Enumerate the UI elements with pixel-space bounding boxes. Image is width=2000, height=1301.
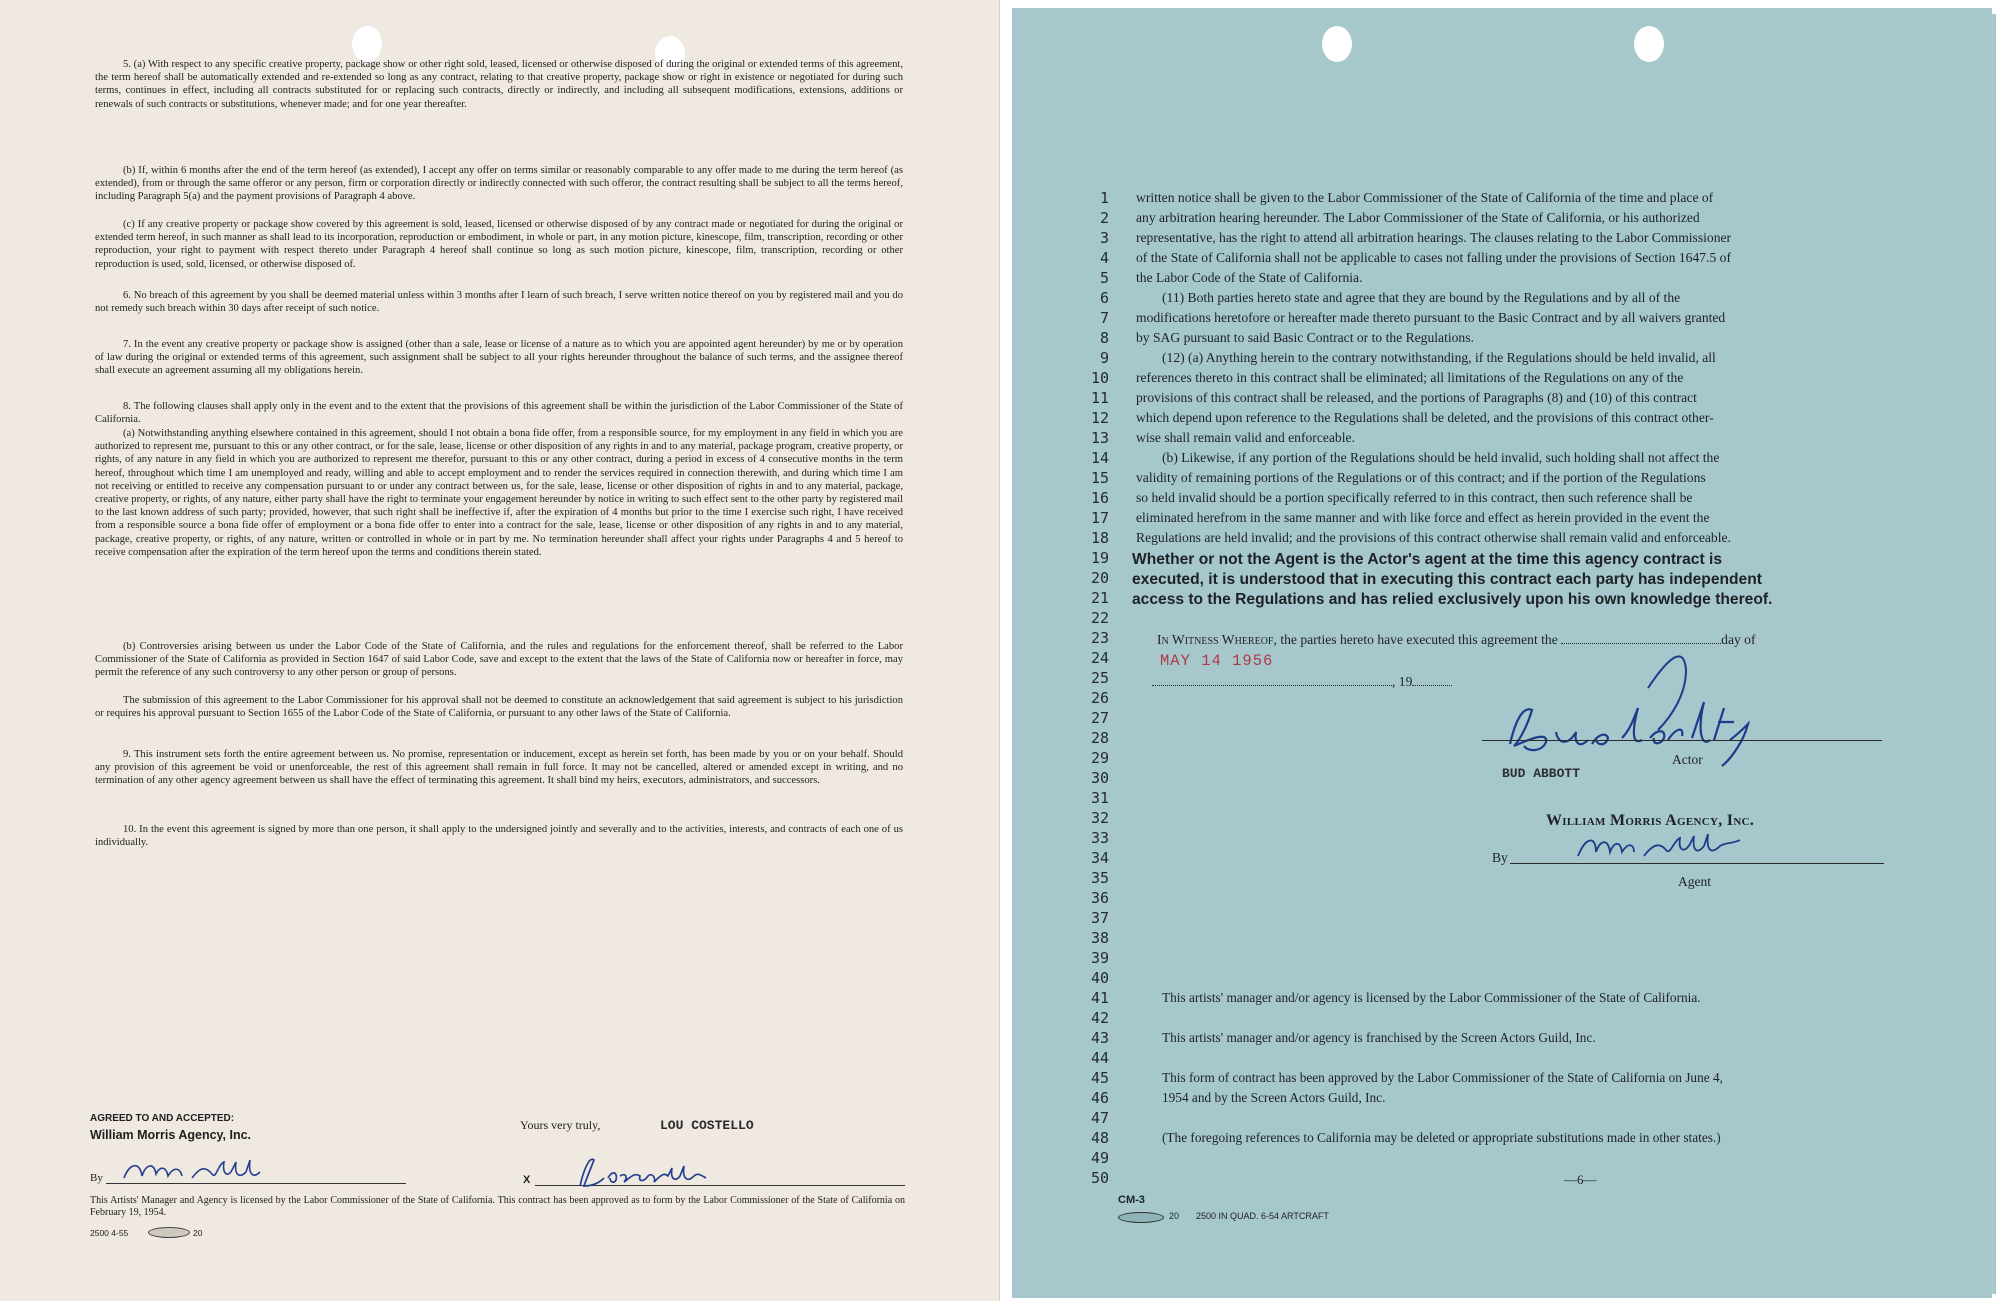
line-text: (12) (a) Anything herein to the contrary notwithstanding, if the Regulations should be held invalid, all [1162,350,1716,365]
numbered-line [1012,368,1992,388]
day-blank [1561,643,1721,644]
agent-label: Agent [1678,874,1711,889]
line-text: of the State of California shall not be applicable to cases not falling under the provisions of Section 1647.5 of [1136,250,1731,265]
line-number: 15 [1090,469,1109,487]
line-number: 41 [1090,989,1109,1007]
line-text: This artists' manager and/or agency is franchised by the Screen Actors Guild, Inc. [1162,1030,1596,1045]
union-bug-icon [148,1227,190,1238]
numbered-line [1012,1128,1992,1148]
clause-6: 6. No breach of this agreement by you shall be deemed material unless within 3 months after I learn of such breach, I serve written notice thereof on you by registered mail and you do not remedy such breach within 30 days after receipt of such notice. [95,290,903,315]
witness-line [1157,630,1756,650]
line-number: 36 [1090,889,1109,907]
numbered-line [1012,508,1992,528]
witness-text: the parties hereto have executed this agreement the [1280,632,1558,647]
line-number: 43 [1090,1029,1109,1047]
numbered-line [1012,968,1992,988]
line-text: (The foregoing references to California may be deleted or appropriate substitutions made in other states.) [1162,1130,1721,1145]
clause-5c: (c) If any creative property or package show covered by this agreement is sold, leased, licensed or otherwise disposed of by any contract made or negotiated for during the original or extended term hereof, in such manner as shall lead to its incorporation, reproduction or embodiment, in whole or part, in any motion picture, kinescope, film, transcription, recording or other reproduction, your right to payment with respect thereto under Paragraph 4 hereof shall continue so long as such motion picture, kinescope, film, transcription, recording or other reproduction is used, sold, licensed, or otherwise disposed of. [95,219,903,270]
regulations-notice-line-1: Whether or not the Agent is the Actor's agent at the time this agency contract is [1132,551,1723,568]
line-number: 31 [1090,789,1109,807]
numbered-line [1012,1068,1992,1088]
numbered-line [1012,208,1992,228]
clause-8: 8. The following clauses shall apply only in the event and to the extent that the provisions of this agreement shall be within the jurisdiction of the Labor Commissioner of the State of California. [95,401,903,426]
line-number: 48 [1090,1129,1109,1147]
line-number: 27 [1090,709,1109,727]
agency-signature [120,1154,270,1188]
line-number: 17 [1090,509,1109,527]
numbered-line [1012,608,1992,628]
actor-label: Actor [1672,752,1703,767]
punch-hole [352,26,382,62]
agency-name: William Morris Agency, Inc. [90,1128,252,1142]
line-text: (b) Likewise, if any portion of the Regulations should be held invalid, such holding shall not affect the [1162,450,1720,465]
numbered-line [1012,988,1992,1008]
year-prefix: 19 [1398,674,1413,689]
line-number: 14 [1090,449,1109,467]
clause-5b: (b) If, within 6 months after the end of the term hereof (as extended), I accept any offer on terms similar or reasonably comparable to any offer made to me during the term hereof (as extended), from or through the same offeror or any person, firm or corporation directly or indirectly connected with such offeror, the contract resulting shall be subject to all the terms hereof, including Paragraph 5(a) and the payment provisions of Paragraph 4 above. [95,165,903,203]
numbered-line [1012,1028,1992,1048]
regulations-notice-line-3: access to the Regulations and has relied exclusively upon his own knowledge thereof. [1132,591,1773,608]
line-number: 24 [1090,649,1109,667]
union-bug-icon [1118,1212,1164,1223]
numbered-line [1012,388,1992,408]
line-number: 22 [1090,609,1109,627]
received-date-stamp: MAY 14 1956 [1160,652,1274,670]
line-number: 12 [1090,409,1109,427]
agency-name-right: William Morris Agency, Inc. [1546,812,1755,829]
regulations-notice-line-2: executed, it is understood that in executing this contract each party has independent [1132,571,1762,588]
line-number: 23 [1090,629,1109,647]
line-number: 32 [1090,809,1109,827]
numbered-line [1012,908,1992,928]
numbered-line [1012,488,1992,508]
numbered-line [1012,188,1992,208]
line-number: 16 [1090,489,1109,507]
numbered-line [1012,788,1992,808]
line-number: 47 [1090,1109,1109,1127]
line-number: 6 [1099,289,1109,307]
line-text: eliminated herefrom in the same manner and with like force and effect as herein provided in the event the [1136,510,1710,525]
numbered-line [1012,428,1992,448]
left-union-code: 20 [193,1228,203,1238]
numbered-line [1012,448,1992,468]
line-number: 9 [1099,349,1109,367]
numbered-line [1012,228,1992,248]
line-number: 30 [1090,769,1109,787]
line-text: 1954 and by the Screen Actors Guild, Inc. [1162,1090,1386,1105]
line-text: provisions of this contract shall be released, and the portions of Paragraphs (8) and (10) of this contract [1136,390,1697,405]
numbered-line [1012,888,1992,908]
line-number: 21 [1090,589,1109,607]
x-mark: X [523,1174,531,1186]
line-number: 20 [1090,569,1109,587]
actor-signature-line [1482,740,1882,741]
clause-9: 9. This instrument sets forth the entire agreement between us. No promise, representation or inducement, except as herein set forth, has been made by you or on your behalf. Should any provision of this agreement be void or unenforceable, the rest of this agreement shall remain in full force. It may not be cancelled, altered or amended except in writing, and no termination of any other agency agreement between us shall have the effect of terminating this agreement. It shall bind my heirs, executors, administrators, and successors. [95,749,903,787]
year-blank [1412,685,1452,686]
numbered-line [1012,248,1992,268]
line-number: 37 [1090,909,1109,927]
line-number: 44 [1090,1049,1109,1067]
agent-signature [1572,826,1762,868]
line-text: wise shall remain valid and enforceable. [1136,430,1355,445]
right-contract-page [1012,8,1992,1298]
abbott-signature [1472,648,1772,778]
numbered-line [1012,1148,1992,1168]
right-form-code: CM-3 [1118,1194,1145,1206]
clause-8a: (a) Notwithstanding anything elsewhere contained in this agreement, should I not obtain a bona fide offer, from a responsible source, for my employment in any field in which you are authorized to represent me, pursuant to this or any other contract, or for the sale, lease, license or other disposition of any rights in and to any material, package program, creative property, or rights, of any nature in any field in which you are authorized to represent me therefor, pursuant to this or any other contract, during a period in excess of 4 consecutive months in the term hereof, throughout which time I am unemployed and ready, willing and able to accept employment and to render the services required in connection therewith, and during which time I am not receiving or entitled to receive any compensation pursuant to or under any contract between us, for the sale, lease, license or other disposition of rights in and to any material, package, creative property, or rights, of any nature, either party shall have the right to terminate your engagement hereunder by notice in writing to such effect sent to the other party by registered mail to the last known address of such party; provided, however, that such right shall be ineffective if, after the expiration of 4 months but prior to the time I exercise such right, I have received from a responsible source a bona fide offer of employment or a bona fide offer to enter into a contract for the sale, lease, license or other disposition of any rights in and to any material, package, creative property, or rights, of any nature, written or controlled in whole or in part by me. No termination hereunder shall affect your rights under Paragraphs 4 and 5 hereof to receive compensation after the expiration of the term hereof upon the terms and conditions therein stated. [95,428,903,558]
punch-hole [1634,26,1664,62]
line-number: 13 [1090,429,1109,447]
numbered-line [1012,308,1992,328]
clause-8b: (b) Controversies arising between us under the Labor Code of the State of California, and the rules and regulations for the enforcement thereof, shall be referred to the Labor Commissioner of the State of California as provided in Section 1647 of said Labor Code, save and except to the extent that the laws of the State of California now or hereafter in force, may permit the reference of any such controversy to any other person or group of persons. [95,641,903,679]
numbered-line [1012,328,1992,348]
line-number: 28 [1090,729,1109,747]
agreed-label: AGREED TO AND ACCEPTED: [90,1113,235,1124]
license-note: This Artists' Manager and Agency is licensed by the Labor Commissioner of the State of California. This contract has been approved as to form by the Labor Commissioner of the State of California on February 19, 1954. [90,1195,905,1218]
line-number: 50 [1090,1169,1109,1187]
numbered-line [1012,928,1992,948]
print-info: 2500 IN QUAD. 6-54 ARTCRAFT [1196,1211,1329,1221]
line-number: 33 [1090,829,1109,847]
year-line: , 19 [1152,672,1452,692]
line-number: 18 [1090,529,1109,547]
line-text: modifications heretofore or hereafter made thereto pursuant to the Basic Contract and by all waivers granted [1136,310,1726,325]
line-text: validity of remaining portions of the Regulations or of this contract; and if the portion of the Regulations [1136,470,1706,485]
right-union-code: 20 [1169,1211,1180,1221]
numbered-line [1012,1168,1992,1188]
line-text: This form of contract has been approved by the Labor Commissioner of the State of California on June 4, [1162,1070,1723,1085]
line-number: 35 [1090,869,1109,887]
numbered-line [1012,1048,1992,1068]
numbered-line [1012,808,1992,828]
line-number: 29 [1090,749,1109,767]
numbered-line [1012,528,1992,548]
line-text: which depend upon reference to the Regulations shall be deleted, and the provisions of this contract other- [1136,410,1714,425]
numbered-line [1012,348,1992,368]
line-number: 45 [1090,1069,1109,1087]
line-number: 42 [1090,1009,1109,1027]
numbered-line [1012,1108,1992,1128]
clause-8-submission: The submission of this agreement to the Labor Commissioner for his approval shall not be deemed to constitute an acknowledgement that said agreement is subject to his jurisdiction or requires his approval pursuant to Section 1655 of the Labor Code of the State of California, or pursuant to any other laws of the State of California. [95,695,903,720]
numbered-line [1012,868,1992,888]
line-number: 7 [1099,309,1109,327]
by-label-right: By [1492,850,1508,865]
line-number: 19 [1090,549,1109,567]
line-text: any arbitration hearing hereunder. The Labor Commissioner of the State of California, or his authorized [1136,210,1700,225]
line-number: 1 [1099,189,1109,207]
punch-hole [1322,26,1352,62]
typed-name-abbott: BUD ABBOTT [1502,766,1581,781]
line-number: 46 [1090,1089,1109,1107]
numbered-line [1012,1088,1992,1108]
day-of-label: day of [1721,632,1756,647]
clause-10: 10. In the event this agreement is signed by more than one person, it shall apply to the undersigned jointly and severally and to the activities, interests, and contracts of each one of us individually. [95,824,903,849]
clause-7: 7. In the event any creative property or package show is assigned (other than a sale, lease or license of a nature as to which you are appointed agent hereunder) by me or by operation of law during the original or extended terms of this agreement, such assignment shall be subject to all your rights hereunder throughout the balance of such terms, and the assignee thereof shall execute an agreement assuming all my obligations herein. [95,339,903,377]
line-text: so held invalid should be a portion specifically referred to in this contract, then such reference shall be [1136,490,1693,505]
line-number: 25 [1090,669,1109,687]
numbered-line [1012,1008,1992,1028]
page-number: —6— [1564,1172,1597,1187]
line-text: references thereto in this contract shall be eliminated; all limitations of the Regulations on any of the [1136,370,1684,385]
typed-name-costello: LOU COSTELLO [660,1118,754,1133]
line-number: 40 [1090,969,1109,987]
date-blank [1152,685,1392,686]
line-number: 11 [1090,389,1109,407]
line-number: 38 [1090,929,1109,947]
line-number: 2 [1099,209,1109,227]
line-number: 49 [1090,1149,1109,1167]
by-label: By [90,1172,103,1184]
clause-5a: 5. (a) With respect to any specific creative property, package show or other right sold, leased, licensed or otherwise disposed of during the original or extended terms of this agreement, the term hereof shall be automatically extended and re-extended so long as any contract, relating to that creative property, package show or right in existence or negotiated for during such terms, continues in effect, including all contracts substituted for or replacing such contracts, directly or indirectly, and including all subsequent modifications, extensions, additions or renewals of such contracts or substitutions, whenever made; and for one year thereafter. [95,59,903,110]
line-text: by SAG pursuant to said Basic Contract or to the Regulations. [1136,330,1474,345]
line-number: 5 [1099,269,1109,287]
numbered-line [1012,408,1992,428]
line-text: Regulations are held invalid; and the provisions of this contract otherwise shall remain valid and enforceable. [1136,530,1731,545]
line-text: written notice shall be given to the Labor Commissioner of the State of California of the time and place of [1136,190,1714,205]
line-text: This artists' manager and/or agency is licensed by the Labor Commissioner of the State of California. [1162,990,1701,1005]
line-number: 34 [1090,849,1109,867]
closing-salutation: Yours very truly, [520,1118,601,1132]
line-number: 39 [1090,949,1109,967]
left-form-code: 2500 4-55 [90,1228,129,1238]
line-number: 8 [1099,329,1109,347]
line-number: 10 [1090,369,1109,387]
line-number: 3 [1099,229,1109,247]
witness-prefix: In Witness Whereof, [1157,632,1277,647]
line-text: representative, has the right to attend all arbitration hearings. The clauses relating to the Labor Commissioner [1136,230,1732,245]
numbered-line [1012,468,1992,488]
numbered-line [1012,948,1992,968]
numbered-line [1012,288,1992,308]
costello-signature [560,1152,740,1194]
numbered-line [1012,828,1992,848]
line-number: 4 [1099,249,1109,267]
line-number: 26 [1090,689,1109,707]
line-text: the Labor Code of the State of California. [1136,270,1363,285]
line-text: (11) Both parties hereto state and agree that they are bound by the Regulations and by all of the [1162,290,1681,305]
numbered-line [1012,268,1992,288]
